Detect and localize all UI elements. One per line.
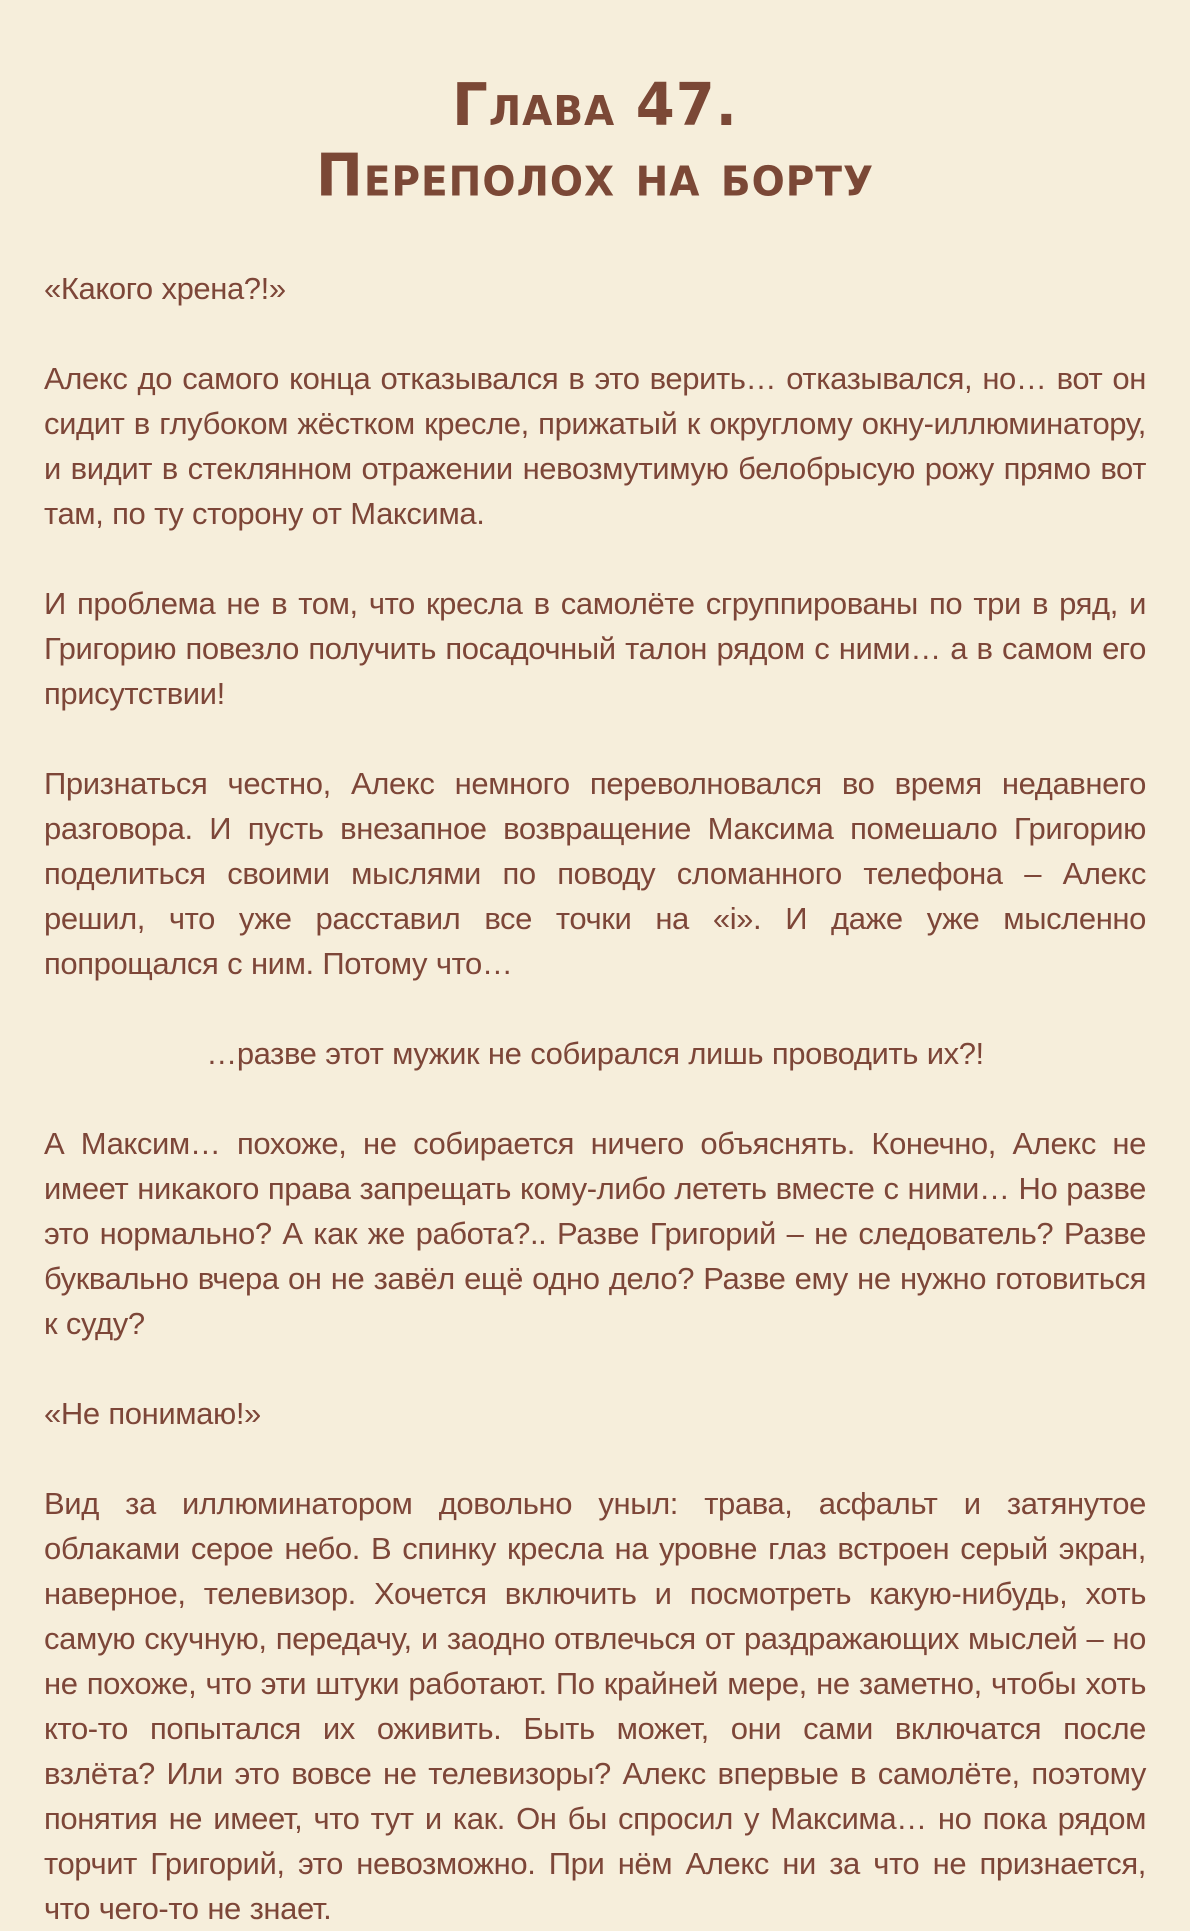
paragraph: Вид за иллюминатором довольно уныл: трава, асфальт и затянутое облаками серое небо. В спинку кресла на уровне глаз встроен серый экран, наверное, телевизор. Хочется включить и посмотреть какую-нибудь, хоть самую скучную, передачу, и заодно отвлечься от раздражающих мыслей – но не похоже, что эти штуки работают. По крайней мере, не заметно, чтобы хоть кто-то попытался их оживить. Быть может, они сами включатся после взлёта? Или это вовсе не телевизоры? Алекс впервые в самолёте, поэтому понятия не имеет, что тут и как. Он бы спросил у Максима… но пока рядом торчит Григорий, это невозможно. При нём Алекс ни за что не признается, что чего-то не знает. — [44, 1486, 1146, 1927]
paragraph: Алекс до самого конца отказывался в это верить… отказывался, но… вот он сидит в глубоком жёстком кресле, прижатый к округлому окну-иллюминатору, и видит в стеклянном отражении невозмутимую белобрысую рожу прямо вот там, по ту сторону от Максима. — [44, 361, 1146, 532]
chapter-text — [44, 266, 1146, 1931]
paragraph: И проблема не в том, что кресла в самолёте сгруппированы по три в ряд, и Григорию повезло получить посадочный талон рядом с ними… а в самом его присутствии! — [44, 586, 1146, 712]
chapter-title-name: Переполох на борту — [315, 142, 875, 211]
paragraph: А Максим… похоже, не собирается ничего объяснять. Конечно, Алекс не имеет никакого права запрещать кому-либо лететь вместе с ними… Но разве это нормально? А как же работа?.. Разве Григорий – не следователь? Разве буквально вчера он не завёл ещё одно дело? Разве ему не нужно готовиться к суду? — [44, 1126, 1146, 1342]
chapter-title — [44, 71, 1146, 212]
paragraph-quote-1: «Какого хрена?!» — [44, 271, 286, 307]
paragraph-centered-emphasis: …разве этот мужик не собирался лишь проводить их?! — [206, 1036, 984, 1072]
paragraph: Признаться честно, Алекс немного переволновался во время недавнего разговора. И пусть внезапное возвращение Максима помешало Григорию поделиться своими мыслями по поводу сломанного телефона – Алекс решил, что уже расставил все точки на «i». И даже уже мысленно попрощался с ним. Потому что… — [44, 766, 1146, 982]
chapter-title-number: Глава 47. — [452, 71, 738, 140]
paragraph-quote-2: «Не понимаю!» — [44, 1396, 261, 1432]
